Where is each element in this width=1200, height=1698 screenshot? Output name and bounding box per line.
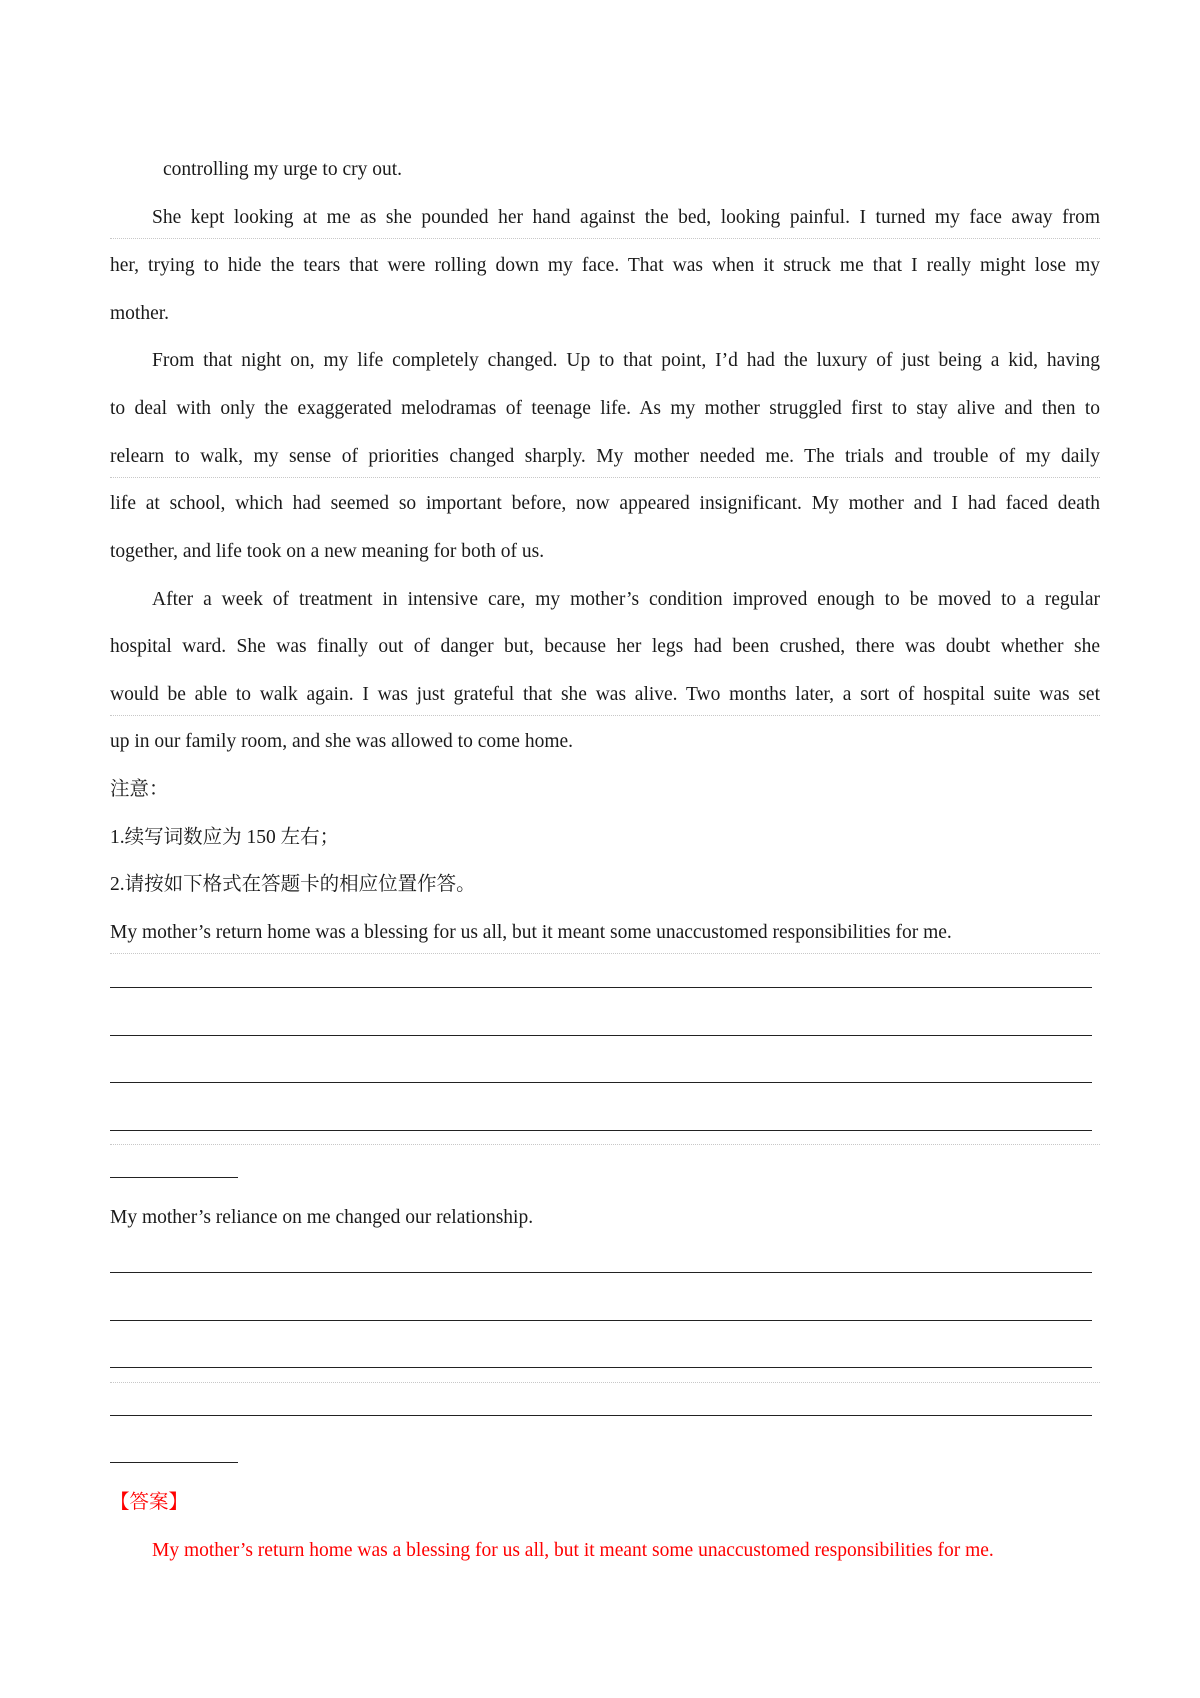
dotted-rule <box>110 1382 1100 1383</box>
answer-blank-line-short <box>110 1177 238 1178</box>
notes-item: 2.请按如下格式在答题卡的相应位置作答。 <box>110 874 476 895</box>
answer-blank-line-short <box>110 1462 238 1463</box>
continuation-prompt: My mother’s return home was a blessing for us all, but it meant some unaccustomed responsibilities for me. <box>110 922 952 943</box>
paragraph-line: From that night on, my life completely changed. Up to that point, I’d had the luxury of just being a kid, having <box>152 350 1100 371</box>
paragraph-line: relearn to walk, my sense of priorities changed sharply. My mother needed me. The trials and trouble of my daily <box>110 446 1100 467</box>
answer-first-sentence: My mother’s return home was a blessing for us all, but it meant some unaccustomed responsibilities for me. <box>152 1540 994 1561</box>
answer-label: 【答案】 <box>110 1492 189 1513</box>
answer-blank-line <box>110 987 1092 988</box>
paragraph-line: controlling my urge to cry out. <box>163 159 403 180</box>
notes-heading: 注意： <box>110 779 169 800</box>
paragraph-line: mother. <box>110 303 170 324</box>
dotted-rule <box>110 953 1100 954</box>
paragraph-line: up in our family room, and she was allowed to come home. <box>110 731 574 752</box>
paragraph-line: together, and life took on a new meaning for both of us. <box>110 541 545 562</box>
paragraph-line: hospital ward. She was finally out of danger but, because her legs had been crushed, there was doubt whether she <box>110 636 1100 657</box>
answer-blank-line <box>110 1082 1092 1083</box>
paragraph-line: her, trying to hide the tears that were rolling down my face. That was when it struck me that I really might lose my <box>110 255 1100 276</box>
paragraph-line: to deal with only the exaggerated melodramas of teenage life. As my mother struggled first to stay alive and then to <box>110 398 1100 419</box>
answer-blank-line <box>110 1272 1092 1273</box>
paragraph-line: would be able to walk again. I was just grateful that she was alive. Two months later, a sort of hospital suite was set <box>110 684 1100 705</box>
paragraph-line: After a week of treatment in intensive care, my mother’s condition improved enough to be moved to a regular <box>152 589 1100 610</box>
paragraph-line: She kept looking at me as she pounded her hand against the bed, looking painful. I turned my face away from <box>152 207 1100 228</box>
notes-item: 1.续写词数应为 150 左右； <box>110 827 340 848</box>
answer-blank-line <box>110 1367 1092 1368</box>
dotted-rule <box>110 238 1100 239</box>
answer-blank-line <box>110 1320 1092 1321</box>
paragraph-line: life at school, which had seemed so important before, now appeared insignificant. My mother and I had faced death <box>110 493 1100 514</box>
answer-blank-line <box>110 1130 1092 1131</box>
dotted-rule <box>110 477 1100 478</box>
answer-blank-line <box>110 1035 1092 1036</box>
dotted-rule <box>110 715 1100 716</box>
answer-blank-line <box>110 1415 1092 1416</box>
dotted-rule <box>110 1144 1100 1145</box>
continuation-prompt: My mother’s reliance on me changed our relationship. <box>110 1207 534 1228</box>
